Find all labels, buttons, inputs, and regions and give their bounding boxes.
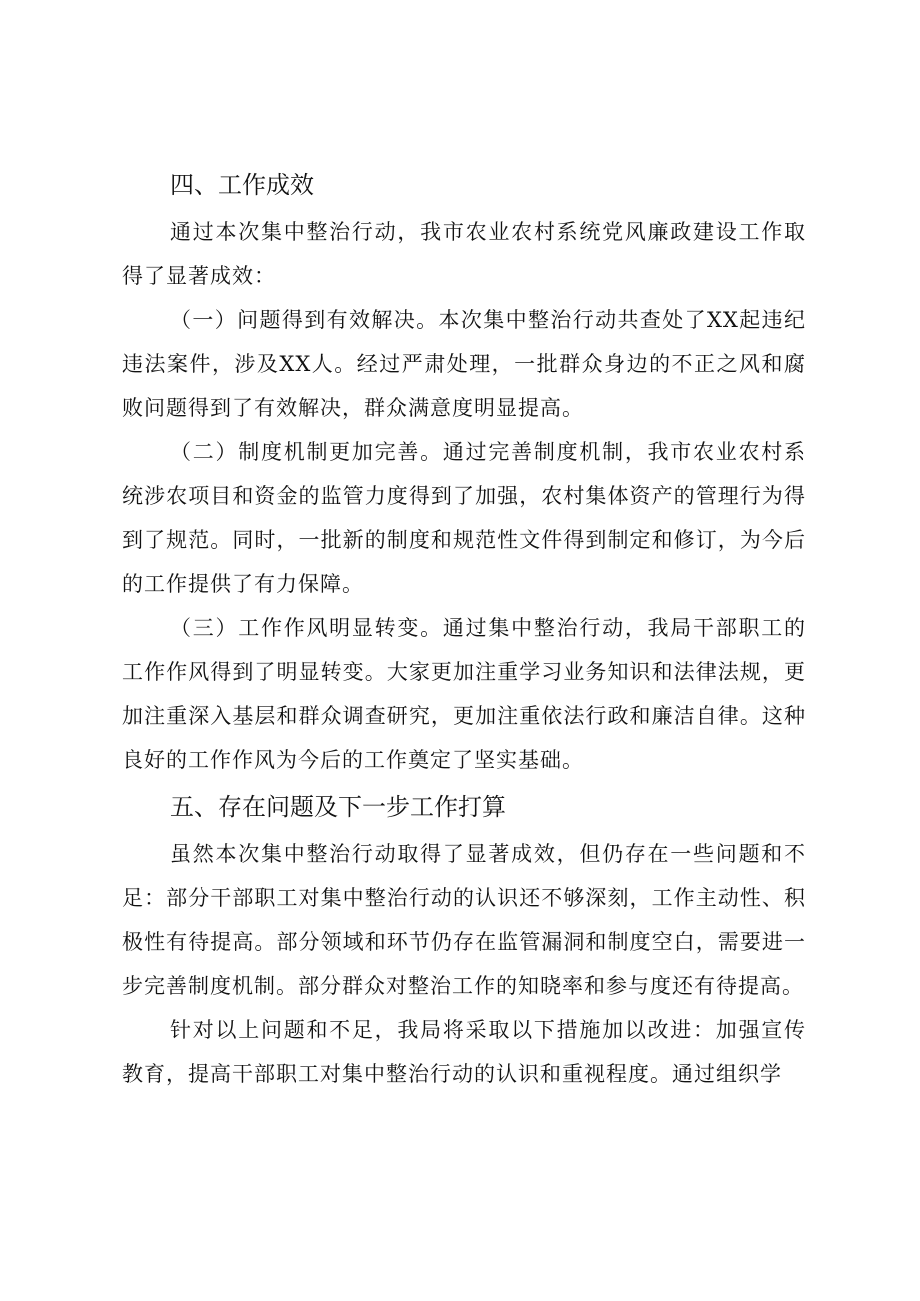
result-item-paragraph: （一）问题得到有效解决。本次集中整治行动共查处了XX起违纪违法案件，涉及XX人。经过严肃处理，一批群众身边的不正之风和腐败问题得到了有效解决，群众满意度明显提高。 — [122, 308, 806, 420]
measures-paragraph: 针对以上问题和不足，我局将采取以下措施加以改进：加强宣传教育，提高干部职工对集中整治行动的认识和重视程度。通过组织学 — [122, 1018, 806, 1086]
section-heading: 五、存在问题及下一步工作打算 — [170, 793, 506, 821]
section-intro-paragraph: 通过本次集中整治行动，我市农业农村系统党风廉政建设工作取得了显著成效： — [122, 220, 806, 288]
problems-paragraph: 虽然本次集中整治行动取得了显著成效，但仍存在一些问题和不足：部分干部职工对集中整治行动的认识还不够深刻，工作主动性、积极性有待提高。部分领域和环节仍存在监管漏洞和制度空白，需要进一步完善制度机制。部分群众对整治工作的知晓率和参与度还有待提高。 — [122, 842, 806, 998]
section-heading: 四、工作成效 — [170, 171, 314, 199]
document-body — [122, 162, 806, 1096]
result-item-paragraph: （二）制度机制更加完善。通过完善制度机制，我市农业农村系统涉农项目和资金的监管力度得到了加强，农村集体资产的管理行为得到了规范。同时，一批新的制度和规范性文件得到制定和修订，为今后的工作提供了有力保障。 — [122, 440, 806, 596]
result-item-paragraph: （三）工作作风明显转变。通过集中整治行动，我局干部职工的工作作风得到了明显转变。大家更加注重学习业务知识和法律法规，更加注重深入基层和群众调查研究，更加注重依法行政和廉洁自律。这种良好的工作作风为今后的工作奠定了坚实基础。 — [122, 616, 806, 772]
